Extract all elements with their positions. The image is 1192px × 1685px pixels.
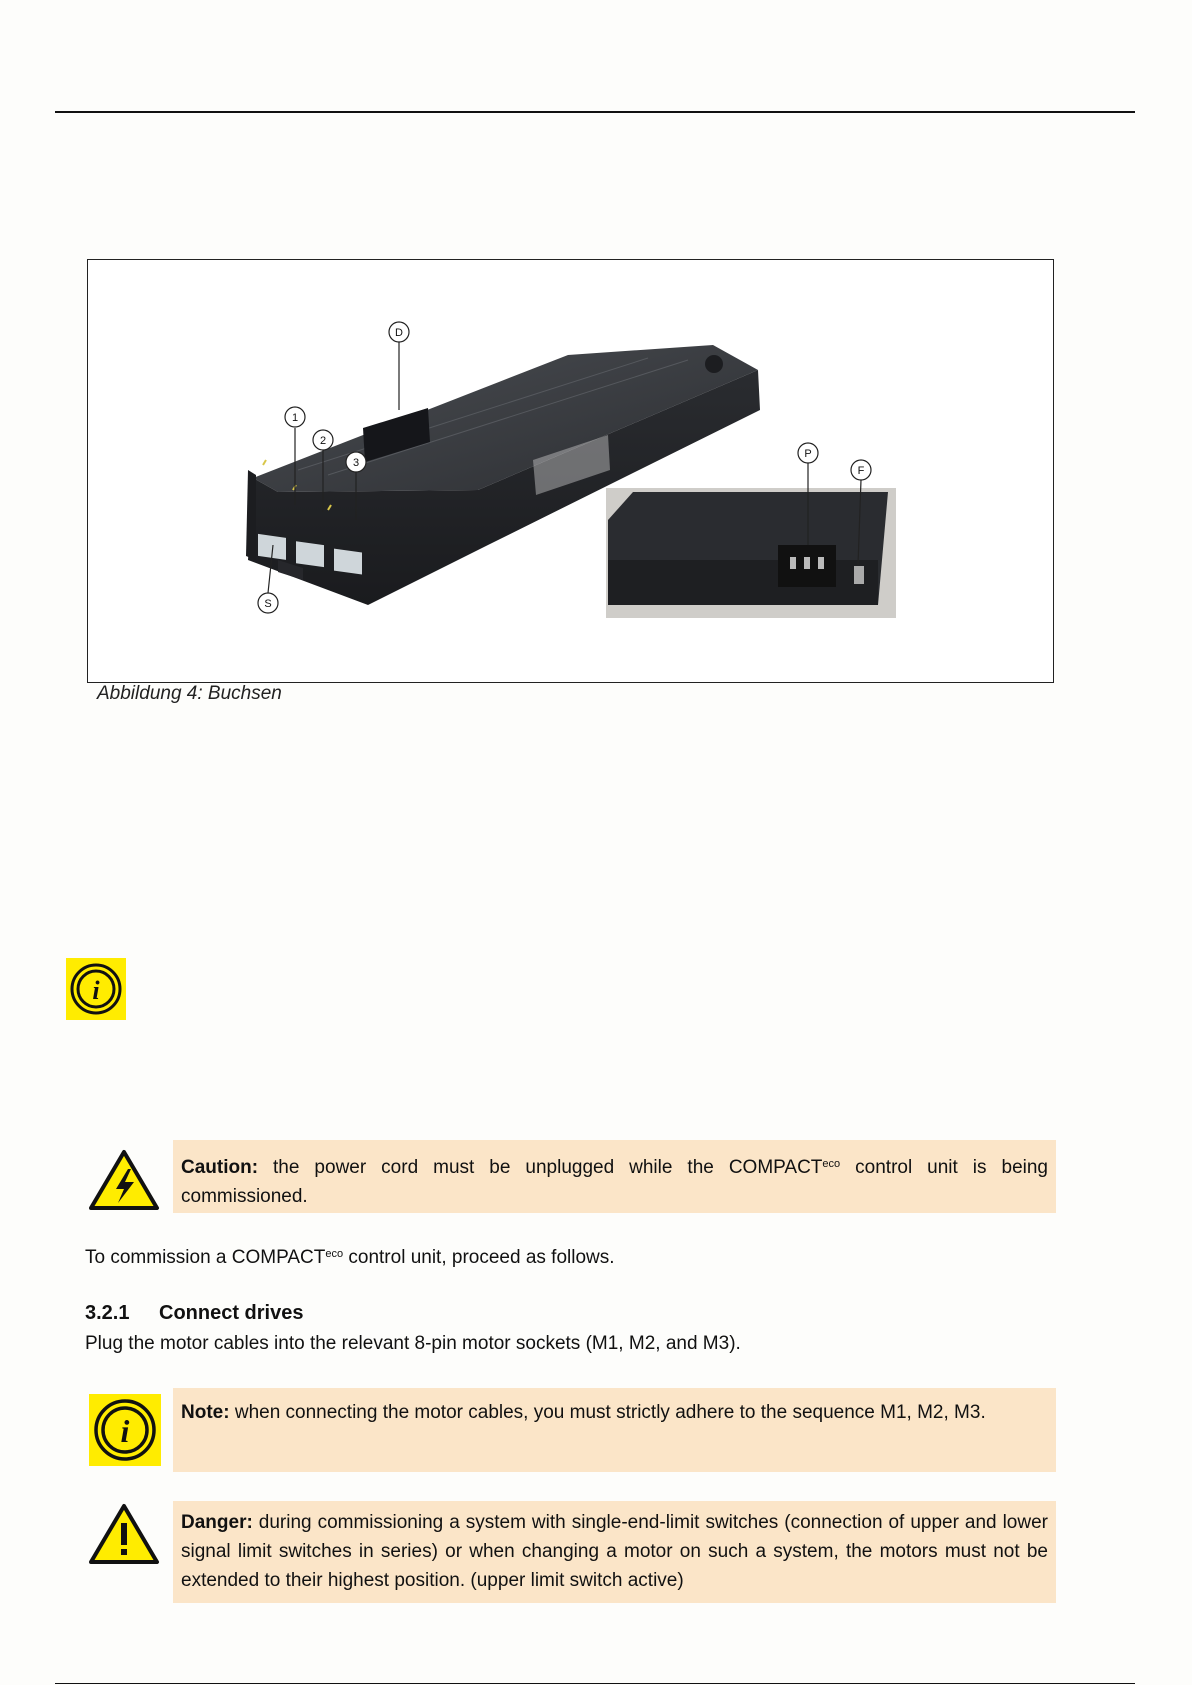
caution-label: Caution: (181, 1157, 259, 1178)
info-icon (66, 958, 126, 1020)
intro-paragraph: To commission a $COMPACT^{eco}$ control unit, proceed as follows. (85, 1247, 615, 1268)
caution-text-b: control unit is being commissioned. (181, 1157, 1048, 1207)
label-2: 2 (319, 435, 327, 447)
svg-text:i: i (92, 976, 100, 1005)
label-f: F (857, 465, 865, 477)
figure-buchsen (87, 259, 1054, 683)
svg-text:i: i (120, 1413, 130, 1449)
section-number: 3.2.1 (85, 1302, 130, 1324)
note-callout (173, 1388, 1056, 1472)
caution-callout (173, 1140, 1056, 1213)
figure-caption: Abbildung 4: Buchsen (97, 683, 282, 704)
danger-text: during commissioning a system with single-end-limit switches (connection of upper and lower signal limit switches in series) or when changing a motor on such a system, the motors must not be extended to their highest position. (upper limit switch active) (181, 1512, 1048, 1591)
label-s: S (264, 598, 272, 610)
caution-sup: eco (822, 1158, 841, 1170)
caution-text-a: the power cord must be unplugged while the COMPACT (258, 1157, 823, 1178)
label-1: 1 (291, 412, 299, 424)
warning-icon (88, 1503, 160, 1565)
section-title: Connect drives (159, 1302, 304, 1324)
section-heading (85, 1302, 303, 1325)
device-photo (88, 260, 1053, 682)
header-rule (55, 111, 1135, 113)
note-info-icon (89, 1394, 161, 1466)
danger-callout (173, 1501, 1056, 1603)
section-body: Plug the motor cables into the relevant 8-pin motor sockets (M1, M2, and M3). (85, 1333, 741, 1354)
inset-photo (606, 488, 896, 618)
danger-label: Danger: (181, 1512, 253, 1533)
electrical-hazard-icon (88, 1149, 160, 1211)
note-label: Note: (181, 1402, 230, 1423)
footer-rule (55, 1683, 1135, 1684)
label-p: P (804, 448, 812, 460)
note-text: when connecting the motor cables, you must strictly adhere to the sequence M1, M2, M3. (229, 1402, 986, 1423)
label-d: D (395, 327, 403, 339)
label-3: 3 (352, 457, 360, 469)
